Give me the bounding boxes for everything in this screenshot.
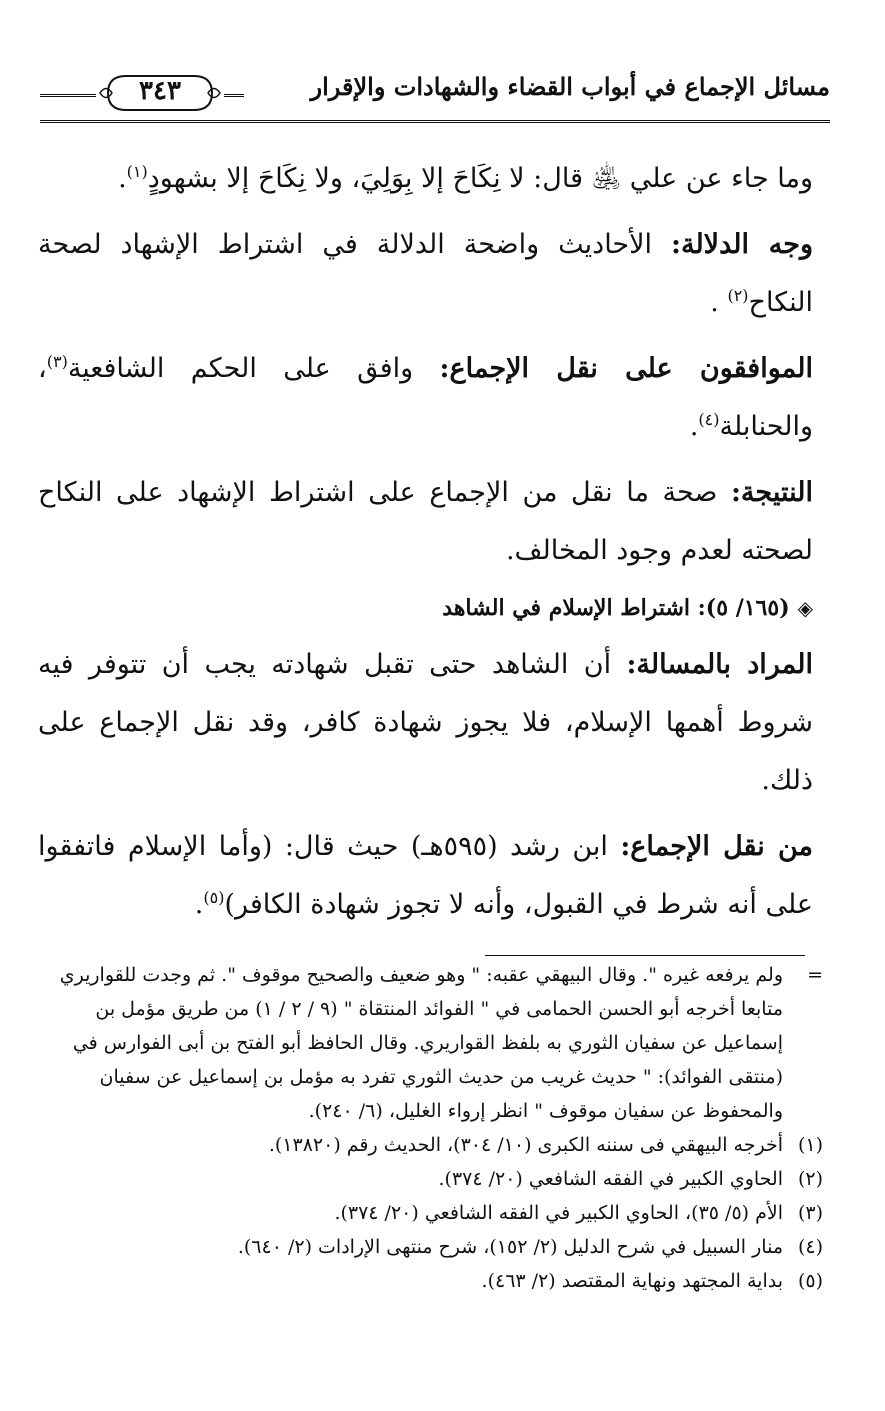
paragraph-agreeing (38, 340, 813, 456)
paragraph-lead: المراد بالمسالة: (626, 649, 813, 680)
header-rule (40, 120, 830, 123)
paragraph-result (38, 464, 813, 580)
footnote-text: أخرجه البيهقي فى سننه الكبرى (١٠/ ٣٠٤)، الحديث رقم (١٣٨٢٠). (268, 1134, 783, 1156)
paragraph-tail: . (710, 287, 728, 318)
footnote-continuation-text: ولم يرفعه غيره ". وقال البيهقي عقبه: " وهو ضعيف والصحيح موقوف ". ثم وجدت للقواريري متابعا أخرجه أبو الحسن الحمامى في " الفوائد المنتقاة " (٩ / ٢ / ١) من طريق مؤمل بن إسماعيل عن سفيان الثوري به بلفظ القواريري. وقال الحافظ أبو الفتح بن أبى الفوارس في (منتقى الفوائد): " حديث غريب من حديث الثوري تفرد به مؤمل بن إسماعيل عن سفيان والمحفوظ عن سفيان موقوف " انظر إرواء الغليل، (٦/ ٢٤٠). (59, 964, 783, 1122)
main-text (38, 150, 813, 942)
page-header (40, 72, 830, 128)
paragraph-meaning (38, 636, 813, 810)
footnote-ref[interactable]: (١) (126, 162, 148, 181)
footnote-text: الأم (٥/ ٣٥)، الحاوي الكبير في الفقه الشافعي (٢٠/ ٣٧٤). (334, 1202, 783, 1224)
diamond-icon: ◈ (797, 596, 813, 620)
paragraph-text: صحة ما نقل من الإجماع على اشتراط الإشهاد على النكاح لصحته لعدم وجود المخالف. (38, 477, 813, 566)
paragraph-tail: . (194, 889, 204, 920)
footnote-ref[interactable]: (٣) (46, 352, 68, 371)
running-title: مسائل الإجماع في أبواب القضاء والشهادات والإقرار (310, 72, 830, 101)
page-number-ornament (98, 70, 222, 116)
footnote-continuation (28, 958, 823, 1128)
paragraph-lead: وجه الدلالة: (671, 229, 813, 260)
paragraph-text: وافق على الحكم الشافعية (67, 353, 440, 384)
paragraph-hadith (38, 150, 813, 208)
footnote-item (28, 1196, 823, 1230)
footnote-item (28, 1128, 823, 1162)
paragraph-lead: الموافقون على نقل الإجماع: (439, 353, 813, 384)
footnote-separator (485, 955, 805, 956)
page-number: ٣٤٣ (139, 76, 181, 106)
paragraph-text: أن الشاهد حتى تقبل شهادته يجب أن تتوفر فيه شروط أهمها الإسلام، فلا يجوز شهادة كافر، وقد نقل الإجماع على ذلك. (38, 649, 813, 796)
paragraph-text: ابن رشد (٥٩٥هـ) حيث قال: (وأما الإسلام فاتفقوا على أنه شرط في القبول، وأنه لا تجوز شهادة الكافر) (38, 831, 813, 920)
footnote-number: (٣) (797, 1202, 823, 1224)
footnote-item (28, 1162, 823, 1196)
footnote-ref[interactable]: (٤) (698, 410, 720, 429)
issue-heading-text: (١٦٥/ ٥): اشتراط الإسلام في الشاهد (442, 595, 790, 621)
footnote-number: (٤) (797, 1236, 823, 1258)
paragraph-tail: ، والحنابلة (38, 353, 813, 442)
header-rule-mid (224, 94, 244, 97)
paragraph-lead: من نقل الإجماع: (620, 831, 813, 862)
header-rule-left (40, 94, 96, 97)
paragraph-text: الأحاديث واضحة الدلالة في اشتراط الإشهاد لصحة النكاح (38, 229, 813, 318)
paragraph-consensus-source (38, 818, 813, 934)
paragraph-lead: النتيجة: (730, 477, 813, 508)
footnote-ref[interactable]: (٥) (203, 888, 225, 907)
footnote-item (28, 1264, 823, 1298)
paragraph-text: وما جاء عن علي ﵁ قال: لا نِكَاحَ إلا بِوَلِيَ، ولا نِكَاحَ إلا بشهودٍ (147, 163, 813, 194)
footnote-number: (٥) (797, 1270, 823, 1292)
footnote-number: (٢) (797, 1168, 823, 1190)
paragraph-evidence (38, 216, 813, 332)
footnote-text: بداية المجتهد ونهاية المقتصد (٢/ ٤٦٣). (481, 1270, 783, 1292)
issue-heading (38, 588, 813, 628)
footnote-text: منار السبيل في شرح الدليل (٢/ ١٥٢)، شرح منتهى الإرادات (٢/ ٦٤٠). (237, 1236, 783, 1258)
footnote-number: (١) (797, 1134, 823, 1156)
footnote-text: الحاوي الكبير في الفقه الشافعي (٢٠/ ٣٧٤). (438, 1168, 783, 1190)
paragraph-tail: . (118, 163, 127, 194)
continuation-mark: = (807, 964, 823, 986)
paragraph-tail: . (689, 411, 699, 442)
footnote-ref[interactable]: (٢) (727, 286, 749, 305)
footnotes (28, 958, 823, 1298)
footnote-item (28, 1230, 823, 1264)
